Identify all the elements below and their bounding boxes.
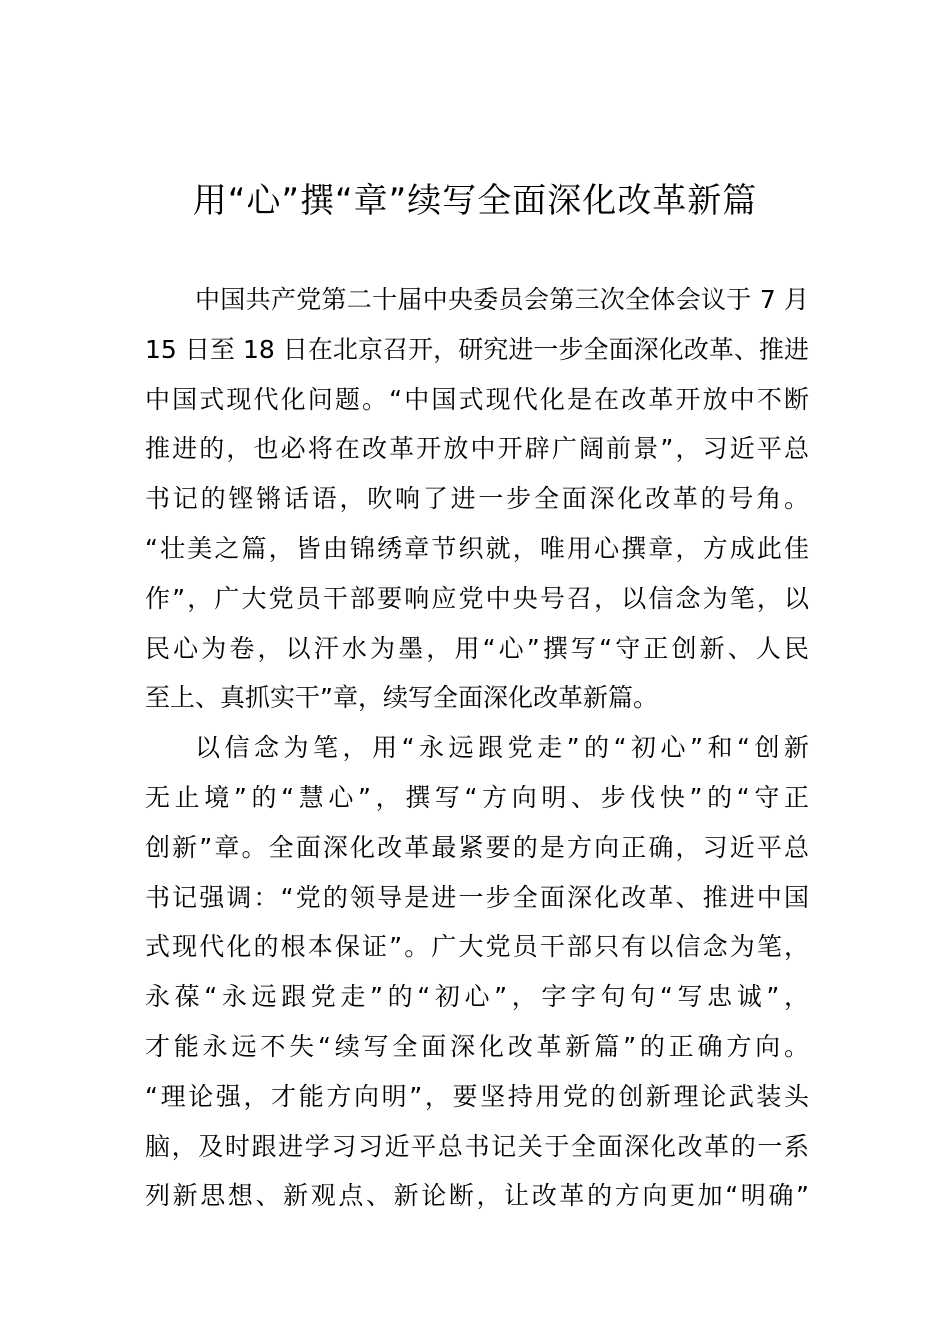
paragraph-2-line-5: 式现代化的根本保证”。广大党员干部只有以信念为笔， [145,932,809,962]
paragraph-2-line-3: 创新”章。全面深化改革最紧要的是方向正确，习近平总 [145,832,809,862]
paragraph-1-line-5: 书记的铿锵话语，吹响了进一步全面深化改革的号角。 [145,484,809,514]
paragraph-2-line-7: 才能永远不失“续写全面深化改革新篇”的正确方向。 [145,1031,809,1061]
document-title: 用“心”撰“章”续写全面深化改革新篇 [192,181,758,221]
paragraph-1-line-4: 推进的，也必将在改革开放中开辟广阔前景”，习近平总 [145,434,809,464]
paragraph-1-line-3: 中国式现代化问题。“中国式现代化是在改革开放中不断 [145,384,809,414]
paragraph-1-line-6: “壮美之篇，皆由锦绣章节织就，唯用心撰章，方成此佳 [145,533,809,563]
paragraph-2-line-4: 书记强调：“党的领导是进一步全面深化改革、推进中国 [145,882,809,912]
paragraph-1-line-1: 中国共产党第二十届中央委员会第三次全体会议于 7 月 [195,285,809,314]
paragraph-2-line-1: 以信念为笔，用“永远跟党走”的“初心”和“创新 [195,733,809,763]
paragraph-1-line-7: 作”，广大党员干部要响应党中央号召，以信念为笔，以 [145,583,809,613]
paragraph-1-line-9: 至上、真抓实干”章，续写全面深化改革新篇。 [145,683,658,713]
document-body [145,275,809,1221]
paragraph-2-line-2: 无止境”的“慧心”，撰写“方向明、步伐快”的“守正 [145,782,809,812]
paragraph-1-line-2: 15 日至 18 日在北京召开，研究进一步全面深化改革、推进 [145,334,809,364]
paragraph-2-line-9: 脑，及时跟进学习习近平总书记关于全面深化改革的一系 [145,1131,809,1161]
paragraph-2-line-10: 列新思想、新观点、新论断，让改革的方向更加“明确” [145,1181,809,1211]
paragraph-2-line-8: “理论强，才能方向明”，要坚持用党的创新理论武装头 [145,1081,809,1111]
paragraph-2-line-6: 永葆“永远跟党走”的“初心”，字字句句“写忠诚”， [145,982,809,1012]
paragraph-1-line-8: 民心为卷，以汗水为墨，用“心”撰写“守正创新、人民 [145,633,809,663]
